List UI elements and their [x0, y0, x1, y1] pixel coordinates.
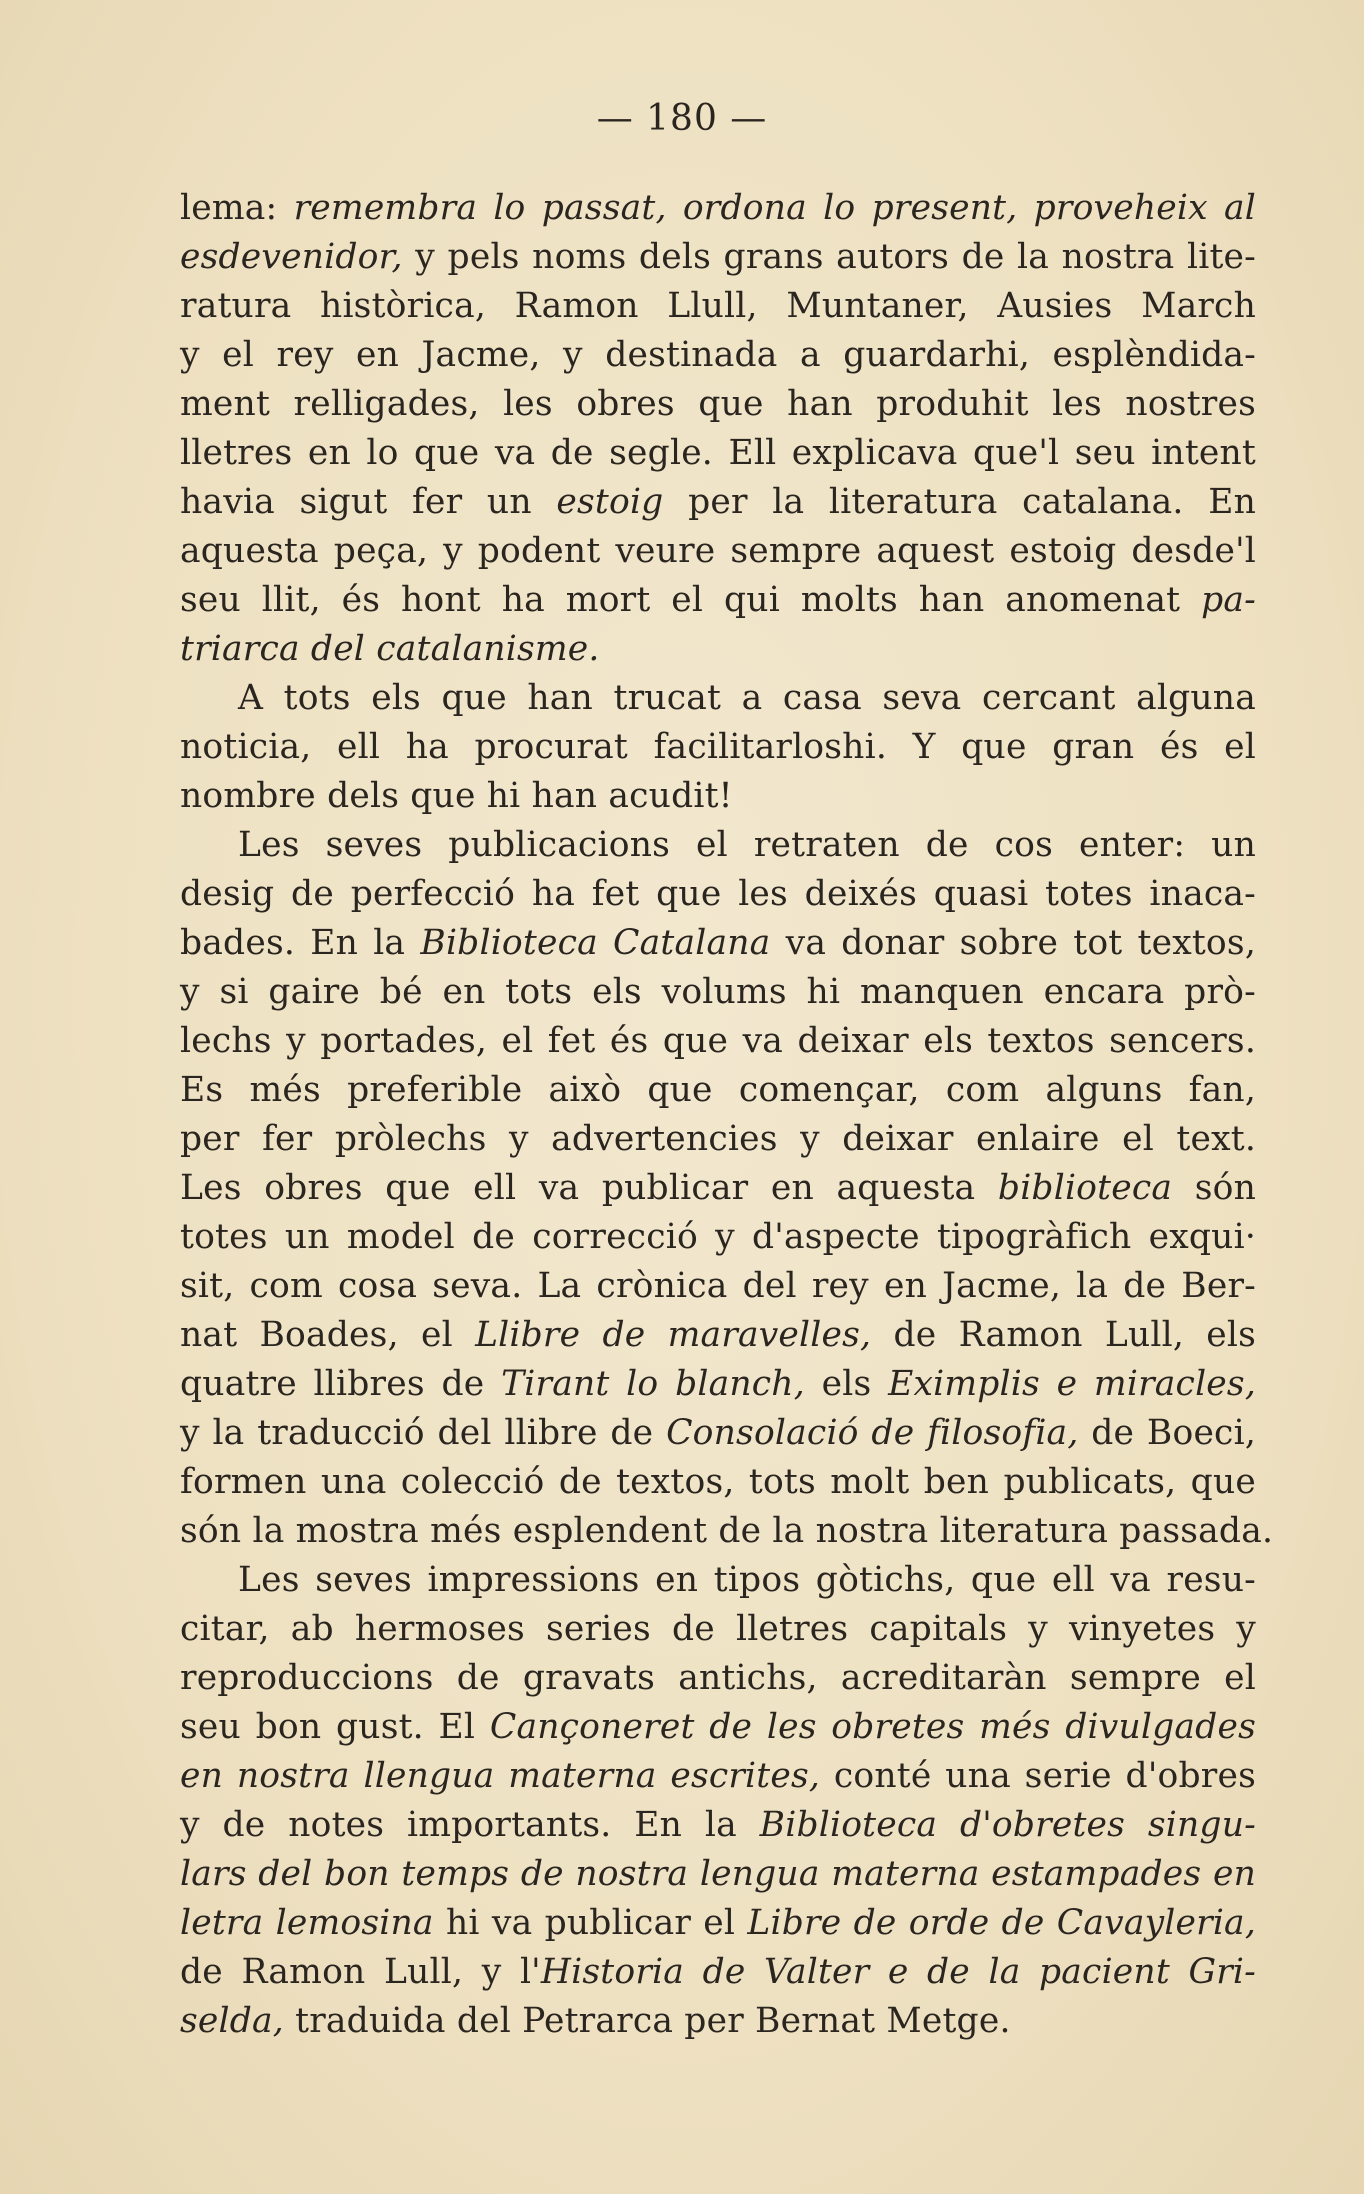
- italic-text: Biblioteca Catalana: [420, 923, 771, 963]
- text-run: Les seves impressions en tipos gòtichs, que ell va resu-: [238, 1560, 1256, 1600]
- italic-text: lars del bon temps de nostra lengua materna estampades en: [180, 1854, 1256, 1894]
- text-line: [180, 919, 1256, 968]
- text-run: lechs y portades, el fet és que va deixar els textos sencers.: [180, 1021, 1256, 1061]
- text-run: y de notes importants. En la: [180, 1805, 760, 1845]
- text-run: de Boeci,: [1078, 1413, 1256, 1453]
- text-line: [180, 1311, 1256, 1360]
- text-run: Les obres que ell va publicar en aquesta: [180, 1168, 998, 1208]
- text-line: [180, 1605, 1256, 1654]
- text-run: conté una serie d'obres: [820, 1756, 1256, 1796]
- italic-text: biblioteca: [997, 1168, 1173, 1208]
- italic-text: triarca del catalanisme.: [180, 629, 600, 669]
- text-run: nat Boades, el: [180, 1315, 476, 1355]
- text-line: [180, 1752, 1256, 1801]
- text-run: hi va publicar el: [433, 1903, 748, 1943]
- text-run: lletres en lo que va de segle. Ell explicava que'l seu intent: [180, 433, 1256, 473]
- text-run: quatre llibres de: [180, 1364, 502, 1404]
- italic-text: Consolació de filosofia,: [666, 1413, 1079, 1453]
- text-line: [180, 429, 1256, 478]
- text-run: són la mostra més esplendent de la nostra literatura passada.: [180, 1511, 1274, 1551]
- text-run: y la traducció del llibre de: [180, 1413, 667, 1453]
- text-line: [180, 282, 1256, 331]
- text-line: [180, 870, 1256, 919]
- text-run: aquesta peça, y podent veure sempre aquest estoig desde'l: [180, 531, 1256, 571]
- text-run: y el rey en Jacme, y destinada a guardarhi, esplèndida-: [180, 335, 1256, 375]
- text-line: [180, 1801, 1256, 1850]
- italic-text: Biblioteca d'obretes singu-: [759, 1805, 1256, 1845]
- text-run: seu bon gust. El: [180, 1707, 490, 1747]
- text-line: [180, 331, 1256, 380]
- text-line: [180, 821, 1256, 870]
- text-run: són: [1172, 1168, 1256, 1208]
- italic-text: Cançoneret de les obretes més divulgades: [489, 1707, 1256, 1747]
- text-run: per fer pròlechs y advertencies y deixar enlaire el text.: [180, 1119, 1256, 1159]
- italic-text: Eximplis e miracles,: [888, 1364, 1256, 1404]
- text-line: [180, 233, 1256, 282]
- text-run: ratura històrica, Ramon Llull, Muntaner, Ausies March: [180, 286, 1256, 326]
- text-run: citar, ab hermoses series de lletres capitals y vinyetes y: [180, 1609, 1256, 1649]
- text-run: lema:: [180, 188, 294, 228]
- italic-text: en nostra llengua materna escrites,: [180, 1756, 821, 1796]
- text-run: Es més preferible això que començar, com alguns fan,: [180, 1070, 1256, 1110]
- text-run: seu llit, és hont ha mort el qui molts han anomenat: [180, 580, 1202, 620]
- text-line: [180, 1066, 1256, 1115]
- text-run: y pels noms dels grans autors de la nostra lite-: [402, 237, 1256, 277]
- italic-text: esdevenidor,: [180, 237, 403, 277]
- text-line: [180, 1017, 1256, 1066]
- italic-text: Historia de Valter e de la pacient Gri-: [540, 1952, 1256, 1992]
- text-line: [180, 184, 1256, 233]
- italic-text: Tirant lo blanch,: [501, 1364, 805, 1404]
- text-line: [180, 527, 1256, 576]
- text-run: desig de perfecció ha fet que les deixés quasi totes inaca-: [180, 874, 1256, 914]
- text-line: [180, 478, 1256, 527]
- text-line: [180, 772, 1256, 821]
- text-line: [180, 1507, 1274, 1556]
- italic-text: Libre de orde de Cavayleria,: [747, 1903, 1256, 1943]
- text-line: [180, 380, 1256, 429]
- text-line: [180, 674, 1256, 723]
- text-run: reproduccions de gravats antichs, acreditaràn sempre el: [180, 1658, 1256, 1698]
- text-line: [180, 1213, 1256, 1262]
- italic-text: Llibre de maravelles,: [475, 1315, 872, 1355]
- italic-text: pa-: [1201, 580, 1256, 620]
- text-run: els: [804, 1364, 889, 1404]
- text-line: [180, 1948, 1256, 1997]
- text-run: bades. En la: [180, 923, 421, 963]
- text-line: [180, 625, 1256, 674]
- text-run: per la literatura catalana. En: [663, 482, 1256, 522]
- text-line: [180, 576, 1256, 625]
- text-run: va donar sobre tot textos,: [770, 923, 1256, 963]
- text-line: [180, 1997, 1256, 2046]
- text-line: [180, 723, 1256, 772]
- text-run: de Ramon Lull, els: [871, 1315, 1257, 1355]
- text-line: [180, 1360, 1256, 1409]
- text-line: [180, 1850, 1256, 1899]
- body-text: [180, 184, 1274, 2046]
- text-line: [180, 1899, 1256, 1948]
- text-run: sit, com cosa seva. La crònica del rey en Jacme, la de Ber-: [180, 1266, 1256, 1306]
- text-run: Les seves publicacions el retraten de cos enter: un: [238, 825, 1256, 865]
- italic-text: estoig: [556, 482, 664, 522]
- text-run: ment relligades, les obres que han produhit les nostres: [180, 384, 1256, 424]
- italic-text: selda,: [180, 2001, 284, 2041]
- text-line: [180, 1654, 1256, 1703]
- text-run: nombre dels que hi han acudit!: [180, 776, 733, 816]
- text-line: [180, 1262, 1256, 1311]
- page-number: — 180 —: [596, 98, 768, 139]
- text-run: y si gaire bé en tots els volums hi manquen encara prò-: [180, 972, 1256, 1012]
- text-line: [180, 1409, 1256, 1458]
- text-line: [180, 1164, 1256, 1213]
- text-line: [180, 968, 1256, 1017]
- text-run: totes un model de correcció y d'aspecte tipogràfich exqui·: [180, 1217, 1256, 1257]
- text-line: [180, 1703, 1256, 1752]
- text-line: [180, 1458, 1256, 1507]
- text-run: noticia, ell ha procurat facilitarloshi. Y que gran és el: [180, 727, 1256, 767]
- text-run: A tots els que han trucat a casa seva cercant alguna: [238, 678, 1256, 718]
- text-run: formen una colecció de textos, tots molt ben publicats, que: [180, 1462, 1256, 1502]
- text-run: de Ramon Lull, y l': [180, 1952, 541, 1992]
- italic-text: remembra lo passat, ordona lo present, proveheix al: [293, 188, 1256, 228]
- text-run: traduida del Petrarca per Bernat Metge.: [283, 2001, 1011, 2041]
- text-run: havia sigut fer un: [180, 482, 557, 522]
- text-line: [180, 1115, 1256, 1164]
- italic-text: letra lemosina: [180, 1903, 434, 1943]
- text-line: [180, 1556, 1256, 1605]
